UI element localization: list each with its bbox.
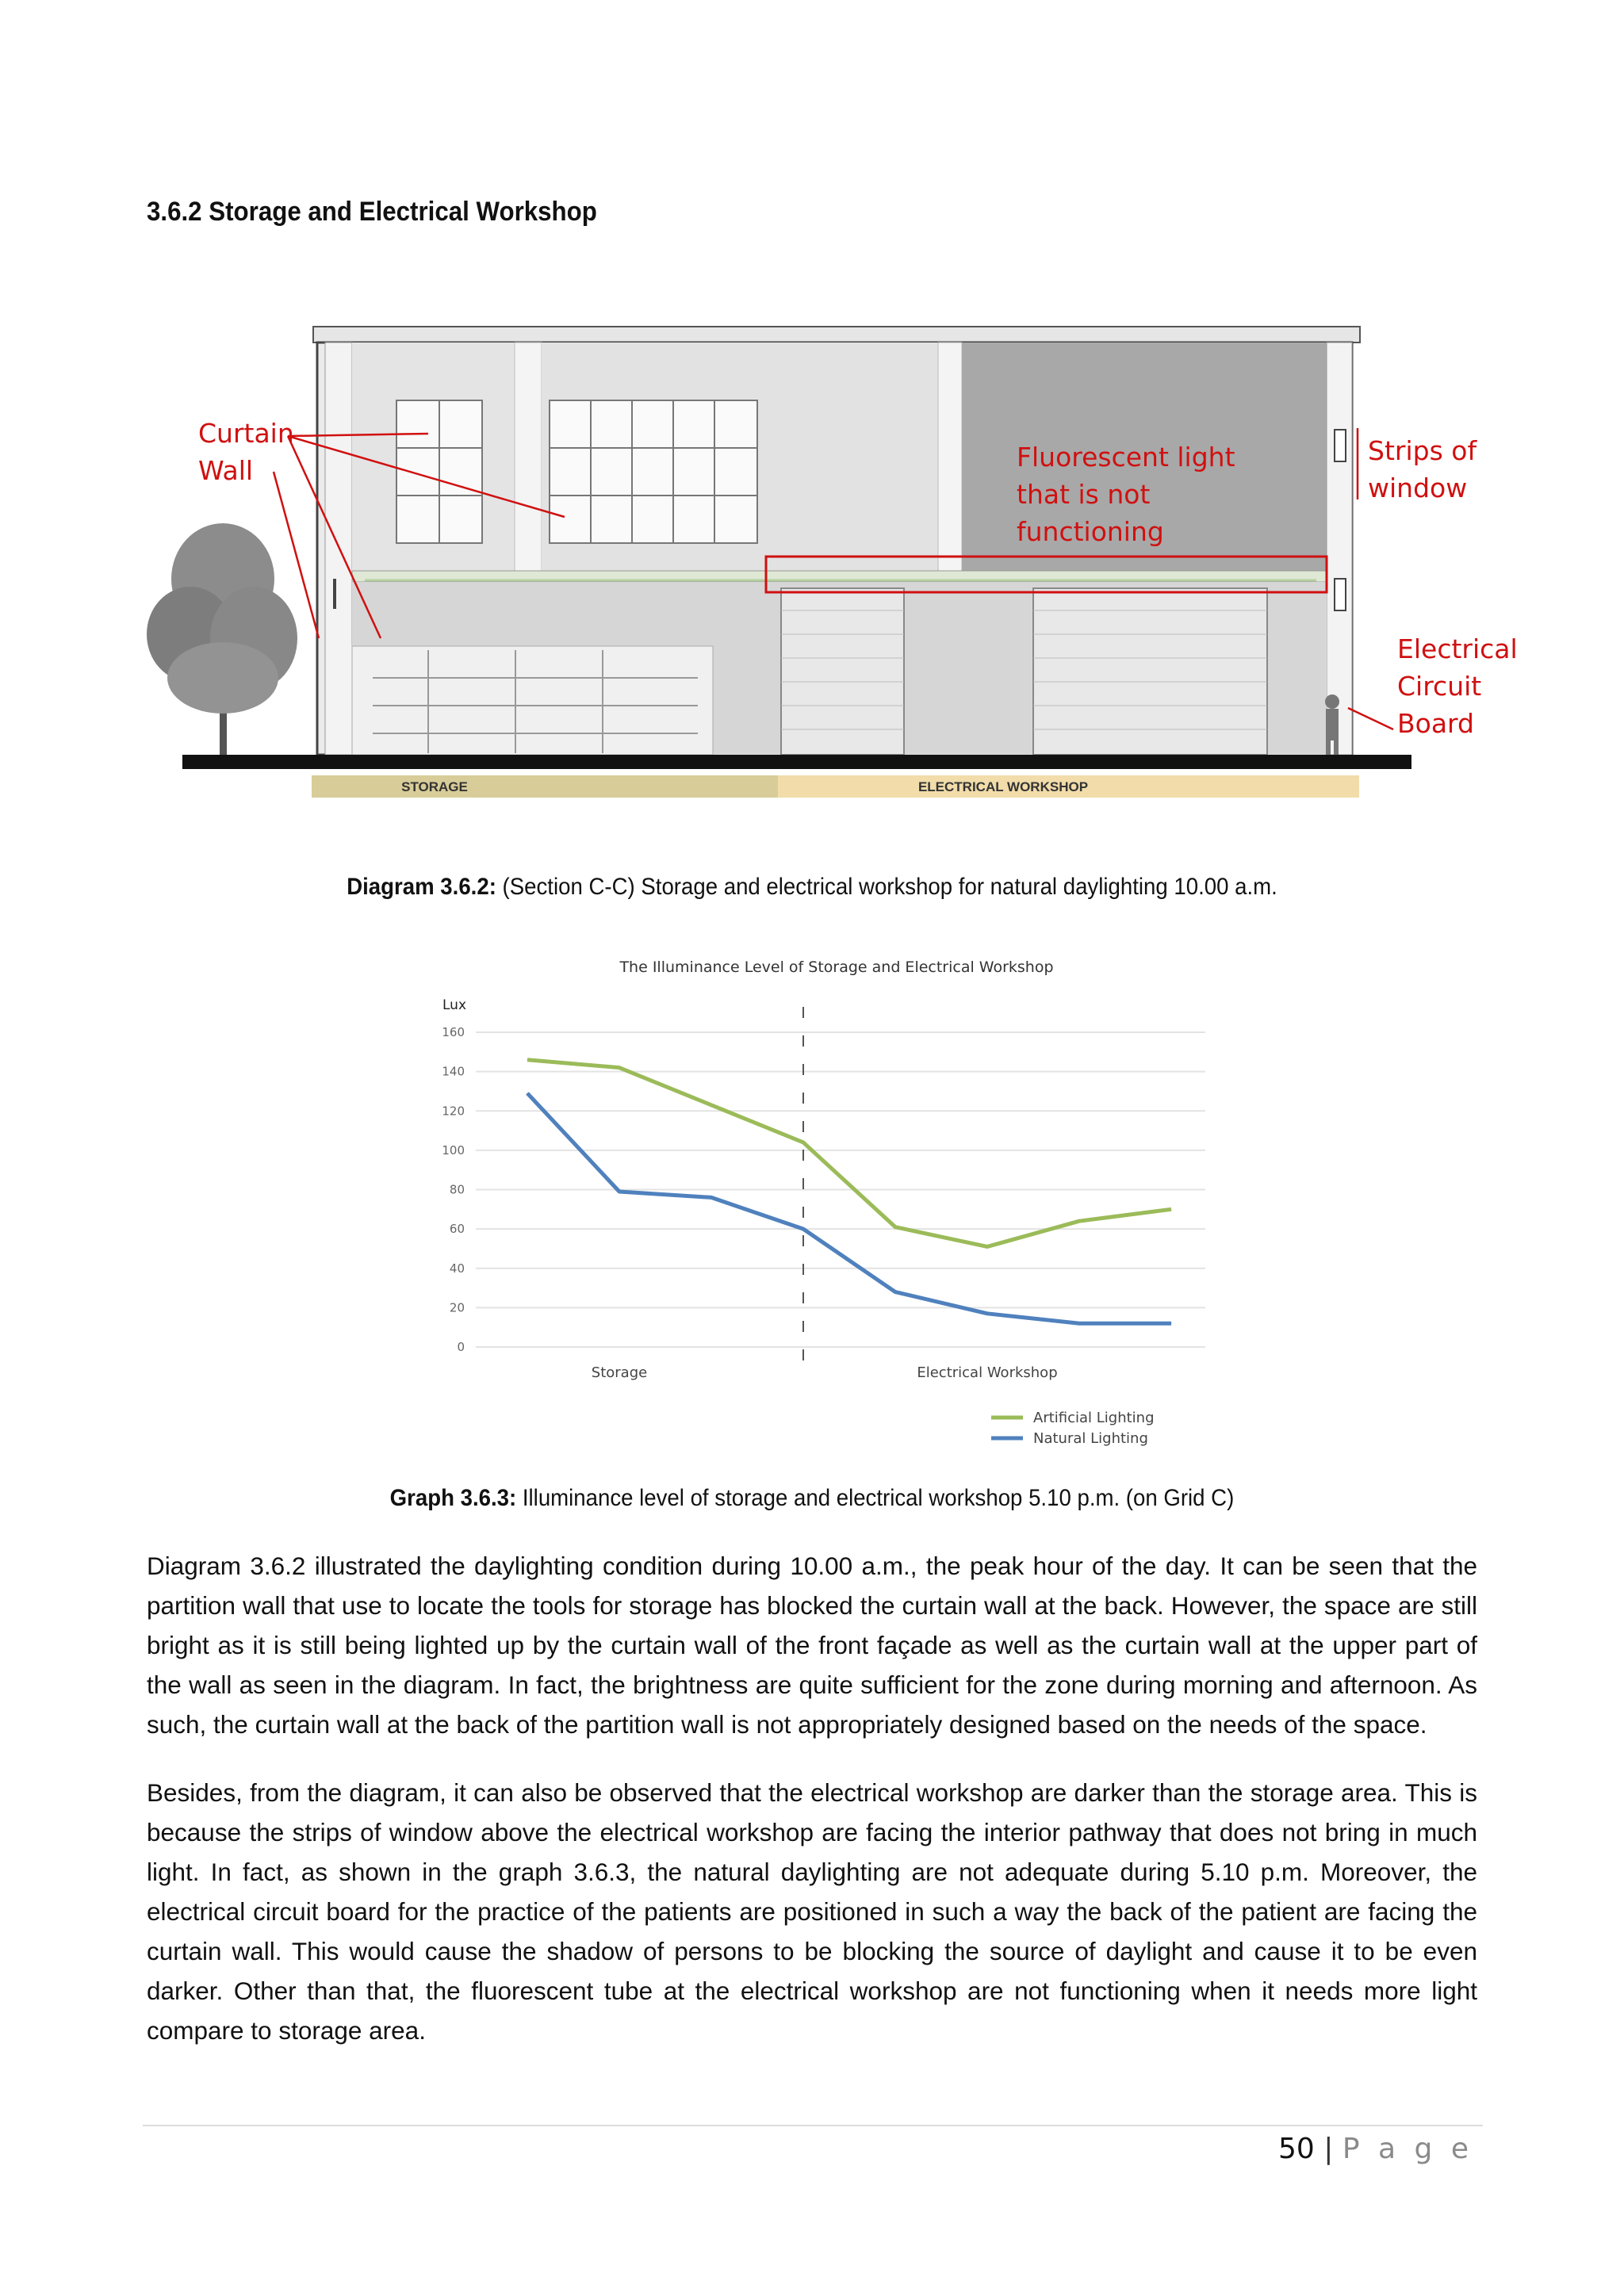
data-point bbox=[987, 1313, 988, 1314]
storage-shelving bbox=[352, 646, 713, 755]
chart-title: The Illuminance Level of Storage and Electrical Workshop bbox=[619, 959, 1054, 976]
curtain-wall-label-1: Curtain bbox=[198, 418, 294, 449]
chart-y-label: Lux bbox=[442, 997, 467, 1013]
section-heading: 3.6.2 Storage and Electrical Workshop bbox=[147, 197, 597, 227]
graph-caption-label: Graph 3.6.3: bbox=[389, 1485, 517, 1511]
graph-caption-text: Illuminance level of storage and electrical workshop 5.10 p.m. (on Grid C) bbox=[516, 1485, 1235, 1511]
fluorescent-label-1: Fluorescent light bbox=[1017, 442, 1235, 473]
y-tick-label: 160 bbox=[442, 1025, 465, 1039]
section-diagram bbox=[0, 317, 1624, 825]
curtain-wall-label-2: Wall bbox=[198, 455, 254, 486]
page-footer bbox=[1278, 2133, 1473, 2165]
graph-caption bbox=[65, 1485, 1559, 1512]
roof-slab bbox=[313, 327, 1360, 342]
paragraph-1: Diagram 3.6.2 illustrated the daylighting condition during 10.00 a.m., the peak hour of the day. It can be seen that the partition wall that use to locate the tools for storage has blocked the curtain wall at the back. However, the space are still bright as it is still being lighted up by the curtain wall of the front façade as well as the curtain wall at the upper part of the wall as seen in the diagram. In fact, the brightness are quite sufficient for the zone during morning and afternoon. As such, the curtain wall at the back of the partition wall is not appropriately designed based on the needs of the space. bbox=[147, 1552, 1477, 1739]
data-point bbox=[987, 1246, 988, 1247]
chart-legend bbox=[991, 1410, 1155, 1447]
door-edge bbox=[333, 579, 336, 609]
data-point bbox=[711, 1104, 712, 1105]
data-point bbox=[1079, 1323, 1080, 1324]
chart-y-ticks bbox=[442, 1025, 465, 1354]
footer-rule bbox=[143, 2125, 1483, 2126]
page-label: P a g e bbox=[1342, 2133, 1473, 2165]
data-point bbox=[1171, 1323, 1172, 1324]
data-point bbox=[619, 1191, 620, 1192]
illuminance-chart bbox=[0, 943, 1624, 1467]
circuit-label-3: Board bbox=[1397, 708, 1474, 739]
chart-series bbox=[527, 1059, 1172, 1323]
data-point bbox=[711, 1197, 712, 1198]
paragraph-2: Besides, from the diagram, it can also be observed that the electrical workshop are darker than the storage area. This is because the strips of window above the electrical workshop are facing the interior pathway that does not bring in much light. In fact, as shown in the graph 3.6.3, the natural daylighting are not adequate during 5.10 p.m. Moreover, the electrical circuit board for the practice of the patients are positioned in such a way the back of the patient are facing the curtain wall. This would cause the shadow of persons to be blocking the source of daylight and cause it to be even darker. Other than that, the fluorescent tube at the electrical workshop are not functioning when it needs more light compare to storage area. bbox=[147, 1778, 1477, 2045]
chart-categories bbox=[592, 1364, 1058, 1381]
series-line-natural bbox=[527, 1093, 1171, 1323]
data-point bbox=[1079, 1221, 1080, 1222]
data-point bbox=[619, 1067, 620, 1068]
tree-icon bbox=[147, 523, 297, 755]
strips-label-2: window bbox=[1368, 473, 1468, 503]
strips-label-1: Strips of bbox=[1368, 435, 1477, 466]
data-point bbox=[1171, 1209, 1172, 1210]
category-label: Electrical Workshop bbox=[917, 1364, 1058, 1381]
diagram-caption-text: (Section C-C) Storage and electrical workshop for natural daylighting 10.00 a.m. bbox=[496, 874, 1277, 900]
fluorescent-label-2: that is not bbox=[1017, 479, 1151, 510]
strip-window bbox=[1335, 430, 1346, 461]
y-tick-label: 0 bbox=[457, 1340, 465, 1354]
legend-label: Artificial Lighting bbox=[1033, 1410, 1155, 1426]
circuit-label-2: Circuit bbox=[1397, 671, 1482, 702]
series-line-artificial bbox=[527, 1060, 1171, 1247]
y-tick-label: 80 bbox=[449, 1182, 465, 1197]
data-point bbox=[803, 1229, 804, 1230]
strip-window-lower bbox=[1335, 579, 1346, 610]
legend-label: Natural Lighting bbox=[1033, 1430, 1148, 1447]
workshop-zone-label: ELECTRICAL WORKSHOP bbox=[917, 779, 1089, 794]
category-label: Storage bbox=[591, 1364, 648, 1381]
storage-zone-bar bbox=[312, 775, 778, 798]
y-tick-label: 120 bbox=[442, 1104, 465, 1119]
footer-separator: | bbox=[1323, 2133, 1334, 2165]
y-tick-label: 20 bbox=[449, 1300, 465, 1315]
diagram-caption-label: Diagram 3.6.2: bbox=[347, 874, 496, 900]
circuit-label-1: Electrical bbox=[1397, 633, 1518, 664]
data-point bbox=[527, 1059, 528, 1060]
storage-zone-label: STORAGE bbox=[401, 779, 468, 794]
diagram-caption bbox=[65, 874, 1559, 901]
page-number: 50 bbox=[1278, 2133, 1315, 2165]
upper-windows bbox=[396, 400, 757, 543]
right-column bbox=[1327, 342, 1352, 755]
fluorescent-label-3: functioning bbox=[1017, 516, 1164, 547]
y-tick-label: 40 bbox=[449, 1261, 465, 1276]
y-tick-label: 140 bbox=[442, 1064, 465, 1079]
chart-grid bbox=[476, 1032, 1205, 1347]
y-tick-label: 60 bbox=[449, 1222, 465, 1237]
data-point bbox=[895, 1226, 896, 1227]
ground-line bbox=[182, 755, 1411, 769]
y-tick-label: 100 bbox=[442, 1142, 465, 1158]
column-2 bbox=[515, 342, 542, 574]
